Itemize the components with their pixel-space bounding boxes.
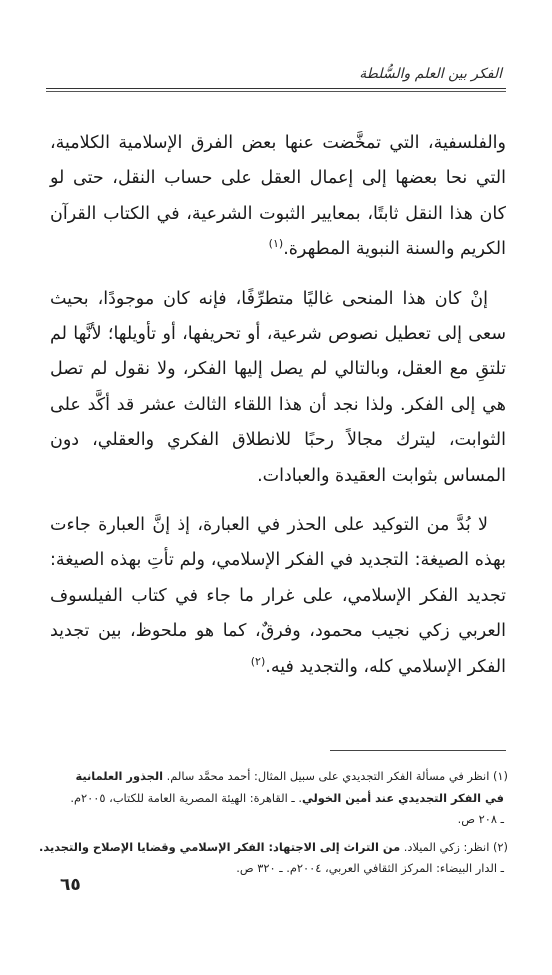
running-header — [46, 66, 506, 94]
footnote-2-book-title: من التراث إلى الاجتهاد: الفكر الإسلامي وقضايا الإصلاح والتجديد. — [39, 839, 401, 854]
paragraph-1-text: والفلسفية، التي تمخَّضت عنها بعض الفرق الإسلامية الكلامية، التي نحا بعضها إلى إعمال العقل على حساب النقل، حتى لو كان هذا النقل ثابتًا، بمعايير الثبوت الشرعية، في الكتاب القرآن الكريم والسنة النبوية المطهرة. — [50, 133, 506, 260]
footnote-separator — [330, 750, 506, 751]
footnote-1-book-title: الجذور العلمانية — [75, 769, 164, 783]
footnote-1-line-3 — [44, 809, 508, 831]
paragraph-1 — [50, 126, 506, 268]
footnote-1-book-title-cont: في الفكر التجديدي عند أمين الخولي — [301, 790, 504, 805]
footnote-ref-1: (١) — [268, 237, 284, 251]
footnote-2-line-1 — [39, 837, 508, 859]
footnote-1-line-1-text: (١) انظر في مسألة الفكر التجديدي على سبيل المثال: أحمد محمَّد سالم. — [163, 769, 508, 783]
footnotes — [39, 766, 508, 886]
footnote-1 — [44, 766, 508, 831]
footnote-ref-2: (٢) — [250, 654, 266, 668]
footnote-2-line-1-text: (٢) انظر: زكي الميلاد. — [400, 839, 508, 854]
running-header-title: الفكر بين العلم والسُّلطة — [359, 66, 502, 82]
footnote-1-line-2 — [44, 788, 508, 810]
paragraph-3 — [50, 508, 506, 685]
paragraph-3-text: لا بُدَّ من التوكيد على الحذر في العبارة، إذ إنَّ العبارة جاءت بهذه الصيغة: التجديد في الفكر الإسلامي، ولم تأتِ بهذه الصيغة: تجديد الفكر الإسلامي، على غرار ما جاء في كتاب الفيلسوف العربي زكي نجيب محمود، وفرقٌ، كما هو ملحوظ، بين تجديد الفكر الإسلامي كله، والتجديد فيه. — [50, 515, 506, 677]
main-text — [50, 126, 506, 685]
footnote-1-pages: ـ ٢٠٨ ص. — [457, 812, 504, 826]
paragraph-2-text: إنْ كان هذا المنحى غاليًا متطرِّفًا، فإنه كان موجودًا، بحيث سعى إلى تعطيل نصوص شرعية، أو تحريفها، أو تأويلها؛ لأنَّها لم تلتقِ مع العقل، وبالتالي لم يصل إليها الفكر، ولا نقول لم تصل هي إلى الفكر. ولذا نجد أن هذا اللقاء الثالث عشر قد أكَّد على الثوابت، ليترك مجالاً رحبًا للانطلاق الفكري والعقلي، دون المساس بثوابت العقيدة والعبادات. — [50, 288, 506, 486]
footnote-2-publisher: ـ الدار البيضاء: المركز الثقافي العربي، ٢٠٠٤م. ـ ٣٢٠ ص. — [236, 861, 504, 875]
footnote-1-publisher: . ـ القاهرة: الهيئة المصرية العامة للكتاب، ٢٠٠٥م. — [70, 790, 302, 805]
paragraph-2 — [50, 282, 506, 494]
footnote-2 — [39, 837, 508, 880]
header-rule — [46, 88, 506, 89]
footnote-1-line-1 — [44, 766, 508, 788]
footnote-2-line-2 — [44, 858, 508, 880]
header-rule-thin — [46, 91, 506, 92]
page-number: ٦٥ — [60, 875, 81, 895]
